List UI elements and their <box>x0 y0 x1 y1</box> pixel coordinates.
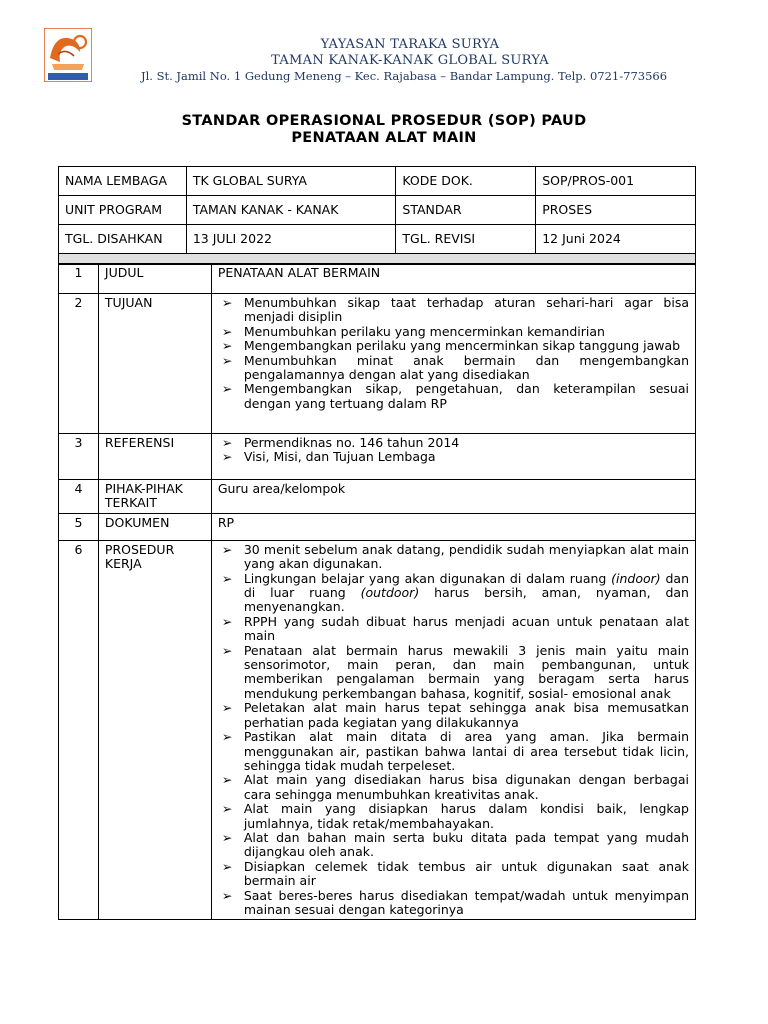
bullet-list <box>218 543 689 918</box>
section-number: 3 <box>59 434 99 480</box>
list-item <box>218 339 689 353</box>
info-row <box>59 196 696 225</box>
info-label: KODE DOK. <box>396 167 536 196</box>
list-item-text: Penataan alat bermain harus mewakili 3 jenis main yaitu main sensorimotor, main peran, dan main pembangunan, untuk memberikan pengalaman bermain yang beragam serta harus mendukung perkembangan bahasa, kognitif, sosial- emosional anak <box>243 642 689 701</box>
list-item <box>218 773 689 802</box>
list-item-text: Alat dan bahan main serta buku ditata pada tempat yang mudah dijangkau oleh anak. <box>243 829 689 860</box>
section-number: 4 <box>59 480 99 514</box>
list-item-text: Saat beres-beres harus disediakan tempat/wadah untuk menyimpan mainan sesuai dengan kategorinya <box>243 887 689 917</box>
section-label: PROSEDUR KERJA <box>98 540 211 920</box>
info-value: SOP/PROS-001 <box>536 167 696 196</box>
arrow-bullet-icon: ➢ <box>221 295 233 310</box>
section-content <box>211 540 695 920</box>
arrow-bullet-icon: ➢ <box>221 887 233 903</box>
list-item <box>218 802 689 831</box>
section-number: 5 <box>59 513 99 540</box>
arrow-bullet-icon: ➢ <box>221 858 233 874</box>
list-item <box>218 701 689 730</box>
section-row <box>59 480 696 514</box>
arrow-bullet-icon: ➢ <box>221 435 233 450</box>
section-number: 1 <box>59 264 99 294</box>
section-label: DOKUMEN <box>98 513 211 540</box>
info-value: TK GLOBAL SURYA <box>186 167 396 196</box>
arrow-bullet-icon: ➢ <box>221 323 233 339</box>
section-number: 2 <box>59 294 99 434</box>
info-value: 13 JULI 2022 <box>186 225 396 254</box>
document-info-table <box>58 166 696 265</box>
arrow-bullet-icon: ➢ <box>221 541 233 557</box>
sections-body <box>59 264 696 920</box>
section-content: RP <box>211 513 695 540</box>
list-item-text: Alat main yang disediakan harus bisa digunakan dengan berbagai cara sehingga menumbuhkan kreativitas anak. <box>243 772 689 802</box>
list-item <box>218 572 689 615</box>
list-item-text: Mengembangkan perilaku yang mencerminkan sikap tanggung jawab <box>243 338 681 354</box>
section-content: PENATAAN ALAT BERMAIN <box>211 264 695 294</box>
list-item <box>218 436 689 450</box>
arrow-bullet-icon: ➢ <box>221 642 233 658</box>
foundation-name: YAYASAN TARAKA SURYA <box>320 37 500 52</box>
info-label: TGL. REVISI <box>396 225 536 254</box>
section-row <box>59 434 696 480</box>
sop-content-table <box>58 263 696 920</box>
section-content <box>211 294 695 434</box>
list-item <box>218 889 689 918</box>
arrow-bullet-icon: ➢ <box>221 829 233 845</box>
arrow-bullet-icon: ➢ <box>221 772 233 788</box>
list-item-text: Menumbuhkan minat anak bermain dan mengembangkan pengalamannya dengan alat yang disediakan <box>243 352 689 383</box>
list-item <box>218 325 689 339</box>
list-item-text: Pastikan alat main ditata di area yang aman. Jika bermain menggunakan air, pastikan bahwa lantai di area tersebut tidak licin, sehingga tidak mudah terpeleset. <box>243 729 689 773</box>
section-label: JUDUL <box>98 264 211 294</box>
arrow-bullet-icon: ➢ <box>221 338 233 354</box>
section-number: 6 <box>59 540 99 920</box>
list-item <box>218 354 689 383</box>
section-row <box>59 294 696 434</box>
section-content <box>211 434 695 480</box>
list-item <box>218 382 689 411</box>
list-item <box>218 644 689 702</box>
list-item-text: Permendiknas no. 146 tahun 2014 <box>243 435 460 450</box>
section-label: TUJUAN <box>98 294 211 434</box>
section-label: PIHAK-PIHAK TERKAIT <box>98 480 211 514</box>
info-label: TGL. DISAHKAN <box>59 225 187 254</box>
arrow-bullet-icon: ➢ <box>221 352 233 368</box>
info-value: PROSES <box>536 196 696 225</box>
bullet-list <box>218 436 689 465</box>
arrow-bullet-icon: ➢ <box>221 700 233 716</box>
section-row <box>59 264 696 294</box>
list-item-text: 30 menit sebelum anak datang, pendidik sudah menyiapkan alat main yang akan digunakan. <box>243 541 689 572</box>
list-item <box>218 730 689 773</box>
school-address: Jl. St. Jamil No. 1 Gedung Meneng – Kec. Rajabasa – Bandar Lampung. Telp. 0721-773566 <box>140 69 668 83</box>
section-label: REFERENSI <box>98 434 211 480</box>
document-subtitle: PENATAAN ALAT MAIN <box>291 130 477 146</box>
info-label: UNIT PROGRAM <box>59 196 187 225</box>
info-label: STANDAR <box>396 196 536 225</box>
list-item-text: Lingkungan belajar yang akan digunakan di dalam ruang (indoor) dan di luar ruang (outdoor) harus bersih, aman, nyaman, dan menyenangkan. <box>243 570 689 615</box>
list-item-text: Menumbuhkan sikap taat terhadap aturan sehari-hari agar bisa menjadi disiplin <box>243 295 689 325</box>
list-item <box>218 543 689 572</box>
list-item <box>218 831 689 860</box>
list-item-text: Peletakan alat main harus tepat sehingga anak bisa memusatkan perhatian pada kegiatan yang dilakukannya <box>243 700 689 730</box>
arrow-bullet-icon: ➢ <box>221 729 233 745</box>
list-item-text: RPPH yang sudah dibuat harus menjadi acuan untuk penataan alat main <box>243 613 689 644</box>
arrow-bullet-icon: ➢ <box>221 613 233 629</box>
list-item <box>218 450 689 464</box>
list-item-text: Disiapkan celemek tidak tembus air untuk digunakan saat anak bermain air <box>243 858 689 889</box>
list-item <box>218 296 689 325</box>
section-row <box>59 540 696 920</box>
list-item <box>218 860 689 889</box>
info-row <box>59 225 696 254</box>
list-item-text: Visi, Misi, dan Tujuan Lembaga <box>243 449 436 465</box>
info-value: 12 Juni 2024 <box>536 225 696 254</box>
arrow-bullet-icon: ➢ <box>221 801 233 817</box>
arrow-bullet-icon: ➢ <box>221 381 233 397</box>
info-label: NAMA LEMBAGA <box>59 167 187 196</box>
arrow-bullet-icon: ➢ <box>221 449 233 465</box>
bullet-list <box>218 296 689 411</box>
info-row <box>59 167 696 196</box>
school-logo-icon <box>44 28 92 82</box>
section-content: Guru area/kelompok <box>211 480 695 514</box>
list-item-text: Menumbuhkan perilaku yang mencerminkan kemandirian <box>243 323 605 339</box>
list-item <box>218 615 689 644</box>
arrow-bullet-icon: ➢ <box>221 570 233 586</box>
section-row <box>59 513 696 540</box>
list-item-text: Alat main yang disiapkan harus dalam kondisi baik, lengkap jumlahnya, tidak retak/membahayakan. <box>243 801 689 831</box>
info-value: TAMAN KANAK - KANAK <box>186 196 396 225</box>
document-title: STANDAR OPERASIONAL PROSEDUR (SOP) PAUD <box>181 113 587 129</box>
school-name: TAMAN KANAK-KANAK GLOBAL SURYA <box>271 53 549 68</box>
list-item-text: Mengembangkan sikap, pengetahuan, dan keterampilan sesuai dengan yang tertuang dalam RP <box>243 381 689 411</box>
